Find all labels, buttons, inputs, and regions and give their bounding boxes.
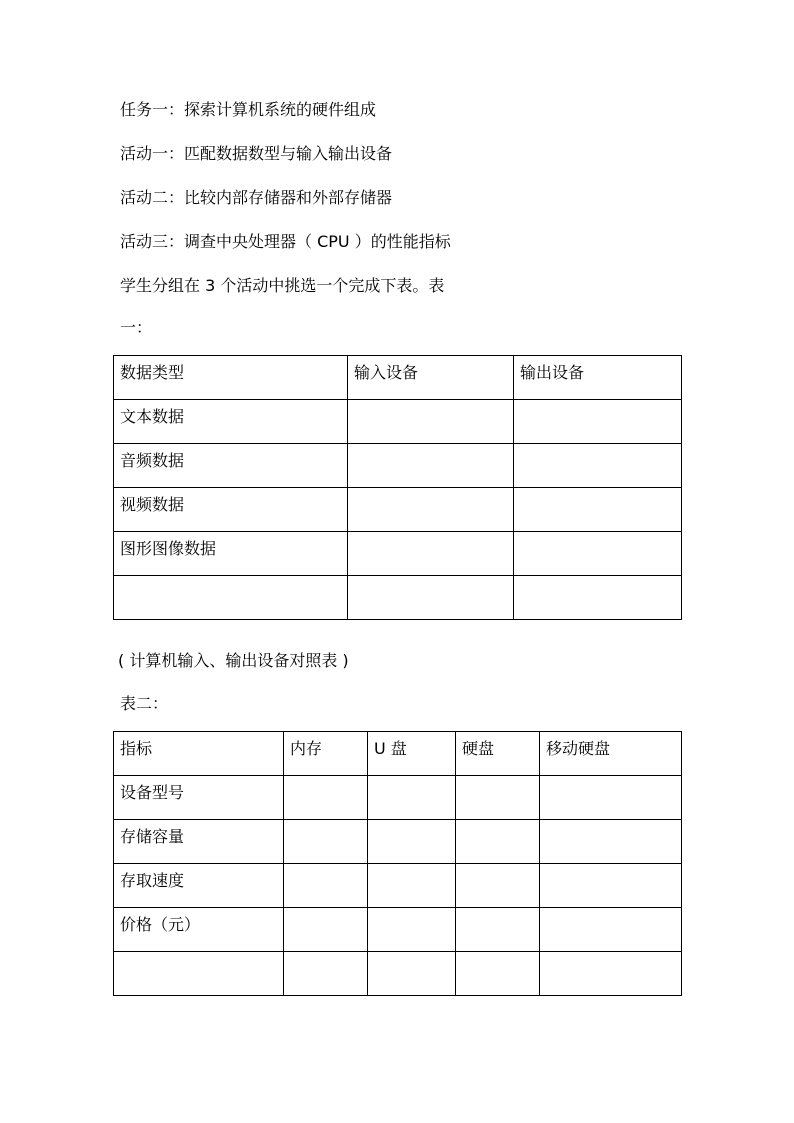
table-row: [114, 576, 682, 620]
empty-cell[interactable]: [368, 952, 456, 996]
row-label: 设备型号: [114, 776, 284, 820]
activity-two: 活动二：比较内部存储器和外部存储器: [120, 188, 393, 207]
activity-one: 活动一：匹配数据数型与输入输出设备: [120, 144, 393, 163]
empty-cell[interactable]: [368, 908, 456, 952]
empty-cell[interactable]: [114, 952, 284, 996]
table1-label: 一：: [120, 318, 153, 337]
instruction-text: 学生分组在 3 个活动中挑选一个完成下表。表: [120, 276, 445, 295]
empty-cell[interactable]: [284, 820, 368, 864]
empty-cell[interactable]: [456, 776, 540, 820]
empty-cell[interactable]: [540, 952, 682, 996]
table-row: [114, 908, 682, 952]
header-cell: 移动硬盘: [540, 732, 682, 776]
empty-cell[interactable]: [284, 908, 368, 952]
row-label: 图形图像数据: [114, 532, 348, 576]
table-row: [114, 444, 682, 488]
row-label: 存取速度: [114, 864, 284, 908]
io-device-table: [113, 355, 682, 620]
table-row: [114, 820, 682, 864]
empty-cell[interactable]: [348, 400, 514, 444]
header-cell: 输出设备: [514, 356, 682, 400]
row-label: 文本数据: [114, 400, 348, 444]
empty-cell[interactable]: [456, 952, 540, 996]
header-cell: 硬盘: [456, 732, 540, 776]
table-row: [114, 532, 682, 576]
empty-cell[interactable]: [284, 776, 368, 820]
table-header-row: [114, 732, 682, 776]
table-row: [114, 776, 682, 820]
table-row: [114, 864, 682, 908]
table2-label: 表二：: [120, 694, 169, 713]
empty-cell[interactable]: [348, 444, 514, 488]
empty-cell[interactable]: [514, 400, 682, 444]
empty-cell[interactable]: [284, 952, 368, 996]
empty-cell[interactable]: [284, 864, 368, 908]
empty-cell[interactable]: [514, 488, 682, 532]
table-row: [114, 952, 682, 996]
header-cell: 输入设备: [348, 356, 514, 400]
row-label: 存储容量: [114, 820, 284, 864]
empty-cell[interactable]: [540, 776, 682, 820]
row-label: 价格（元）: [114, 908, 284, 952]
empty-cell[interactable]: [456, 820, 540, 864]
empty-cell[interactable]: [540, 908, 682, 952]
empty-cell[interactable]: [368, 820, 456, 864]
empty-cell[interactable]: [368, 776, 456, 820]
storage-comparison-table: [113, 731, 682, 996]
header-cell: 数据类型: [114, 356, 348, 400]
empty-cell[interactable]: [540, 820, 682, 864]
empty-cell[interactable]: [368, 864, 456, 908]
empty-cell[interactable]: [348, 576, 514, 620]
activity-three: 活动三：调查中央处理器（ CPU ）的性能指标: [120, 232, 451, 251]
empty-cell[interactable]: [514, 576, 682, 620]
header-cell: 内存: [284, 732, 368, 776]
row-label: 视频数据: [114, 488, 348, 532]
empty-cell[interactable]: [348, 532, 514, 576]
task-title: 任务一：探索计算机系统的硬件组成: [120, 100, 377, 119]
empty-cell[interactable]: [456, 908, 540, 952]
empty-cell[interactable]: [456, 864, 540, 908]
table-header-row: [114, 356, 682, 400]
empty-cell[interactable]: [514, 444, 682, 488]
header-cell: U 盘: [368, 732, 456, 776]
empty-cell[interactable]: [514, 532, 682, 576]
row-label: 音频数据: [114, 444, 348, 488]
header-cell: 指标: [114, 732, 284, 776]
table-row: [114, 400, 682, 444]
table1-caption: ( 计算机输入、输出设备对照表 ): [118, 651, 349, 670]
empty-cell[interactable]: [540, 864, 682, 908]
table-row: [114, 488, 682, 532]
empty-cell[interactable]: [348, 488, 514, 532]
empty-cell[interactable]: [114, 576, 348, 620]
